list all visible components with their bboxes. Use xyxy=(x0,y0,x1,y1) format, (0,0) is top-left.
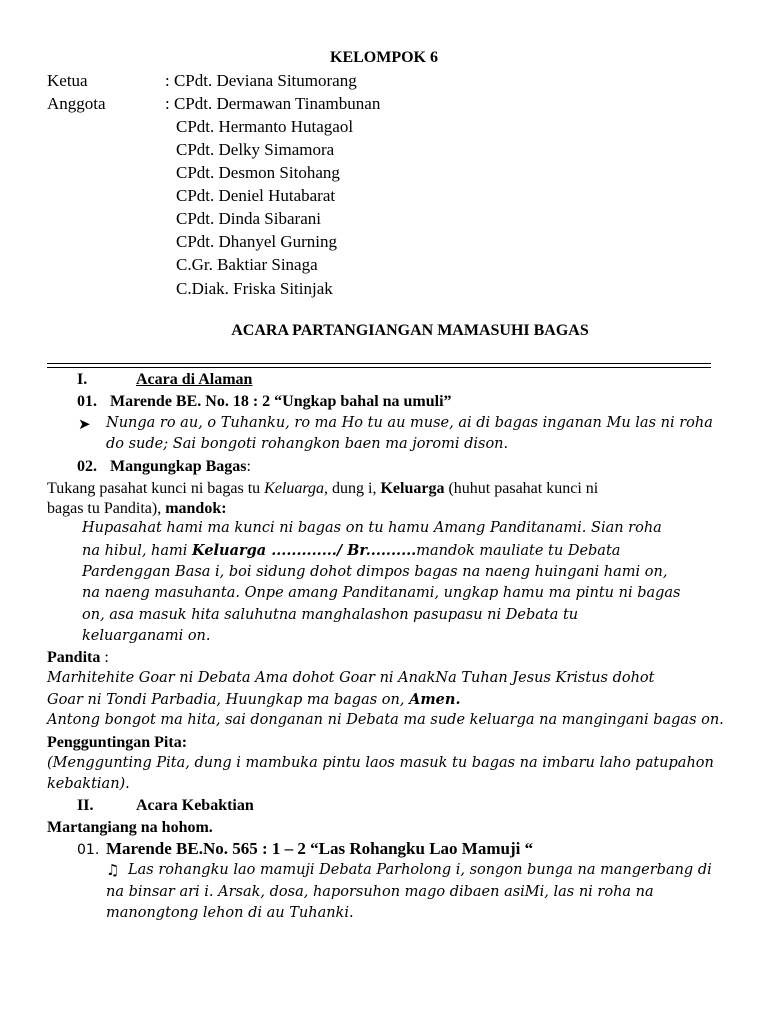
section-numeral: II. xyxy=(77,797,94,814)
subheading: Martangiang na hohom. xyxy=(47,819,213,836)
speech-line: keluarganami on. xyxy=(82,628,211,644)
speech-line: na naeng masuhanta. Onpe amang Panditanami, ungkap hamu ma pintu ni bagas xyxy=(82,585,681,601)
instruction-line: Tukang pasahat kunci ni bagas tu Keluarga, dung i, Keluarga (huhut pasahat kunci ni xyxy=(47,480,599,497)
hymn-lyric-line: Nunga ro au, o Tuhanku, ro ma Ho tu au muse, ai di bagas inganan Mu las ni roha xyxy=(106,415,713,431)
anggota-first-member: : CPdt. Dermawan Tinambunan xyxy=(165,94,381,113)
pandita-line: Goar ni Tondi Parbadia, Huungkap ma bagas on, Amen. xyxy=(47,691,461,708)
anggota-label: Anggota xyxy=(47,94,106,113)
section-heading: Acara Kebaktian xyxy=(136,797,254,814)
hymn-title: Marende BE.No. 565 : 1 – 2 “Las Rohangku Lao Mamuji “ xyxy=(106,839,534,858)
item-number: 01. xyxy=(77,842,100,858)
pandita-line: Antong bongot ma hita, sai donganan ni Debata ma sude keluarga na mangingani bagas on. xyxy=(47,712,724,728)
speech-line: Pardenggan Basa i, boi sidung dohot dimpos bagas na naeng huingani hami on, xyxy=(82,564,668,580)
pita-line: kebaktian). xyxy=(47,776,130,792)
ketua-label: Ketua xyxy=(47,71,88,90)
member-name: C.Gr. Baktiar Sinaga xyxy=(176,255,318,274)
member-name: CPdt. Deniel Hutabarat xyxy=(176,186,336,205)
divider-line xyxy=(47,367,711,368)
music-note-icon: ♫ xyxy=(106,861,120,879)
member-name: CPdt. Delky Simamora xyxy=(176,140,335,159)
group-title: KELOMPOK 6 xyxy=(330,49,438,66)
section-heading: Acara di Alaman xyxy=(136,371,253,388)
pandita-label: Pandita : xyxy=(47,649,109,666)
item-number: 02. xyxy=(77,458,97,475)
item-number: 01. xyxy=(77,393,97,410)
member-name: C.Diak. Friska Sitinjak xyxy=(176,279,333,298)
speech-line: na hibul, hami Keluarga ............./ Br..........mandok mauliate tu Debata xyxy=(82,542,621,559)
instruction-line: bagas tu Pandita), mandok: xyxy=(47,500,227,517)
hymn-title: Marende BE. No. 18 : 2 “Ungkap bahal na umuli” xyxy=(110,393,452,410)
pandita-line: Marhitehite Goar ni Debata Ama dohot Goar ni AnakNa Tuhan Jesus Kristus dohot xyxy=(47,670,655,686)
member-name: CPdt. Dhanyel Gurning xyxy=(176,232,338,251)
item-title: Mangungkap Bagas: xyxy=(110,458,251,475)
pita-label: Pengguntingan Pita: xyxy=(47,734,188,751)
hymn-lyric-line: manongtong lehon di au Tuhanki. xyxy=(106,905,354,921)
hymn-lyric-line: do sude; Sai bongoti rohangkon baen ma joromi dison. xyxy=(106,436,509,452)
document-title: ACARA PARTANGIANGAN MAMASUHI BAGAS xyxy=(231,322,589,339)
pita-line: (Menggunting Pita, dung i mambuka pintu laos masuk tu bagas na imbaru laho patupahon xyxy=(47,755,714,771)
ketua-value: : CPdt. Deviana Situmorang xyxy=(165,71,357,90)
member-name: CPdt. Hermanto Hutagaol xyxy=(176,117,354,136)
arrow-bullet-icon: ➤ xyxy=(78,415,91,433)
hymn-lyric-line: na binsar ari i. Arsak, dosa, haporsuhon mago dibaen asiMi, las ni roha na xyxy=(106,884,654,900)
member-name: CPdt. Desmon Sitohang xyxy=(176,163,340,182)
section-numeral: I. xyxy=(77,371,88,388)
divider-line xyxy=(47,363,711,364)
speech-line: on, asa masuk hita saluhutna manghalashon pasupasu ni Debata tu xyxy=(82,607,579,623)
member-name: CPdt. Dinda Sibarani xyxy=(176,209,321,228)
hymn-lyric-line: Las rohangku lao mamuji Debata Parholong i, songon bunga na mangerbang di xyxy=(128,862,712,878)
speech-line: Hupasahat hami ma kunci ni bagas on tu hamu Amang Panditanami. Sian roha xyxy=(82,520,662,536)
